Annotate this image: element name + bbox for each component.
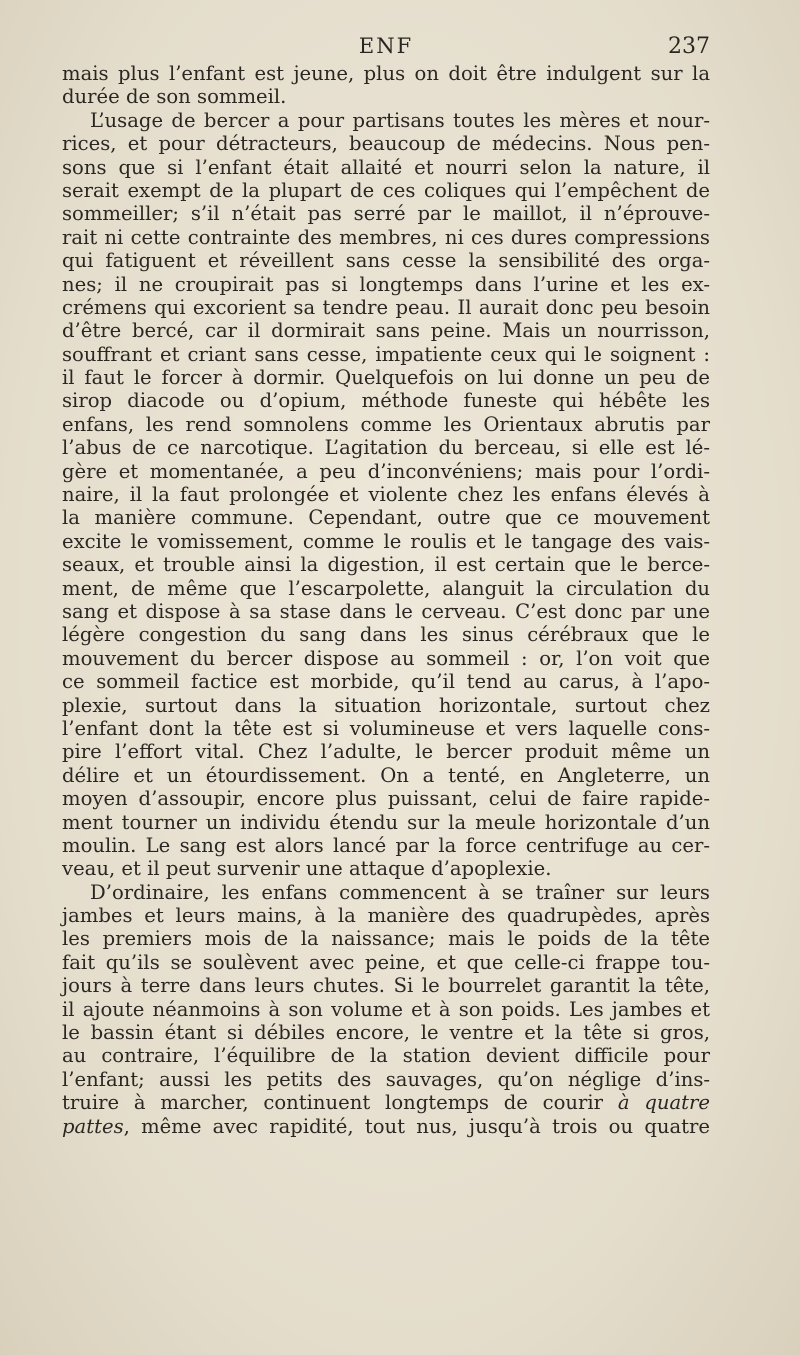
text-line: l’enfant; aussi les petits des sauvages, qu’on néglige d’ins- <box>62 1067 710 1091</box>
text-line: L’usage de bercer a pour partisans toutes les mères et nour- <box>90 108 710 132</box>
text-line: mouvement du bercer dispose au sommeil : or, l’on voit que <box>62 646 710 670</box>
page-number: 237 <box>668 34 710 59</box>
text-line: jambes et leurs mains, à la manière des quadrupèdes, après <box>62 904 710 928</box>
text-line: nes; il ne croupirait pas si longtemps dans l’urine et les ex- <box>62 272 710 296</box>
text-line: sang et dispose à sa stase dans le cerveau. C’est donc par une <box>62 599 710 623</box>
text-line: l’abus de ce narcotique. L’agitation du berceau, si elle est lé- <box>62 436 710 460</box>
text-line: ce sommeil factice est morbide, qu’il tend au carus, à l’apo- <box>62 670 710 694</box>
text-line: ment tourner un individu étendu sur la meule horizontale d’un <box>62 810 710 834</box>
text-line: sommeiller; s’il n’était pas serré par le maillot, il n’éprouve- <box>62 202 710 226</box>
text-line: veau, et il peut survenir une attaque d’apoplexie. <box>62 857 552 881</box>
running-title: ENF <box>358 34 414 58</box>
text-line: la manière commune. Cependant, outre que ce mouvement <box>62 506 710 530</box>
text-line: pire l’effort vital. Chez l’adulte, le bercer produit même un <box>62 740 710 764</box>
text-line: le bassin étant si débiles encore, le ventre et la tête si gros, <box>62 1021 710 1045</box>
text-line: enfans, les rend somnolens comme les Orientaux abrutis par <box>62 412 710 436</box>
text-segment: , même avec rapidité, tout nus, jusqu’à trois ou quatre <box>123 1114 710 1138</box>
text-segment: truire à marcher, continuent longtemps de courir <box>62 1091 618 1115</box>
body-text <box>62 62 710 1138</box>
text-line: qui fatiguent et réveillent sans cesse la sensibilité des orga- <box>62 249 710 273</box>
running-head <box>62 28 710 64</box>
text-line: l’enfant dont la tête est si volumineuse et vers laquelle cons- <box>62 716 710 740</box>
paragraph-3 <box>62 881 710 1138</box>
text-line: les premiers mois de la naissance; mais le poids de la tête <box>62 927 710 951</box>
text-line: rices, et pour détracteurs, beaucoup de médecins. Nous pen- <box>62 132 710 156</box>
text-line: excite le vomissement, comme le roulis et le tangage des vais- <box>62 529 710 553</box>
text-line: il ajoute néanmoins à son volume et à son poids. Les jambes et <box>62 997 710 1021</box>
text-line-mixed <box>62 1115 710 1138</box>
text-line: naire, il la faut prolongée et violente chez les enfans élevés à <box>62 483 710 507</box>
text-line-mixed <box>62 1091 710 1114</box>
text-line: au contraire, l’équilibre de la station devient difficile pour <box>62 1044 710 1068</box>
text-line: souffrant et criant sans cesse, impatiente ceux qui le soignent : <box>62 342 710 366</box>
text-line: rait ni cette contrainte des membres, ni ces dures compressions <box>62 225 710 249</box>
text-line: crémens qui excorient sa tendre peau. Il aurait donc peu besoin <box>62 295 710 319</box>
text-line: fait qu’ils se soulèvent avec peine, et que celle-ci frappe tou- <box>62 950 710 974</box>
italic-segment: à quatre <box>617 1091 710 1115</box>
text-line: délire et un étourdissement. On a tenté, en Angleterre, un <box>62 763 710 787</box>
text-line: durée de son sommeil. <box>62 85 287 109</box>
text-line: serait exempt de la plupart de ces coliques qui l’empêchent de <box>62 178 710 202</box>
paragraph-2 <box>62 109 710 881</box>
italic-segment: pattes <box>62 1114 124 1138</box>
text-line: d’être bercé, car il dormirait sans peine. Mais un nourrisson, <box>62 319 710 343</box>
text-line: ment, de même que l’escarpolette, alanguit la circulation du <box>62 576 710 600</box>
paragraph-1 <box>62 62 710 109</box>
text-line: D’ordinaire, les enfans commencent à se traîner sur leurs <box>90 880 710 904</box>
text-line: sirop diacode ou d’opium, méthode funeste qui hébête les <box>62 389 710 413</box>
text-line: seaux, et trouble ainsi la digestion, il est certain que le berce- <box>62 553 710 577</box>
text-line: plexie, surtout dans la situation horizontale, surtout chez <box>62 693 710 717</box>
text-line: gère et momentanée, a peu d’inconvéniens; mais pour l’ordi- <box>62 459 710 483</box>
text-line: moulin. Le sang est alors lancé par la force centrifuge au cer- <box>62 833 710 857</box>
text-line: jours à terre dans leurs chutes. Si le bourrelet garantit la tête, <box>62 974 710 998</box>
text-line: légère congestion du sang dans les sinus cérébraux que le <box>62 623 710 647</box>
text-line: sons que si l’enfant était allaité et nourri selon la nature, il <box>62 155 710 179</box>
text-line: il faut le forcer à dormir. Quelquefois on lui donne un peu de <box>62 366 710 390</box>
text-line: moyen d’assoupir, encore plus puissant, celui de faire rapide- <box>62 787 710 811</box>
text-line: mais plus l’enfant est jeune, plus on doit être indulgent sur la <box>62 62 710 85</box>
